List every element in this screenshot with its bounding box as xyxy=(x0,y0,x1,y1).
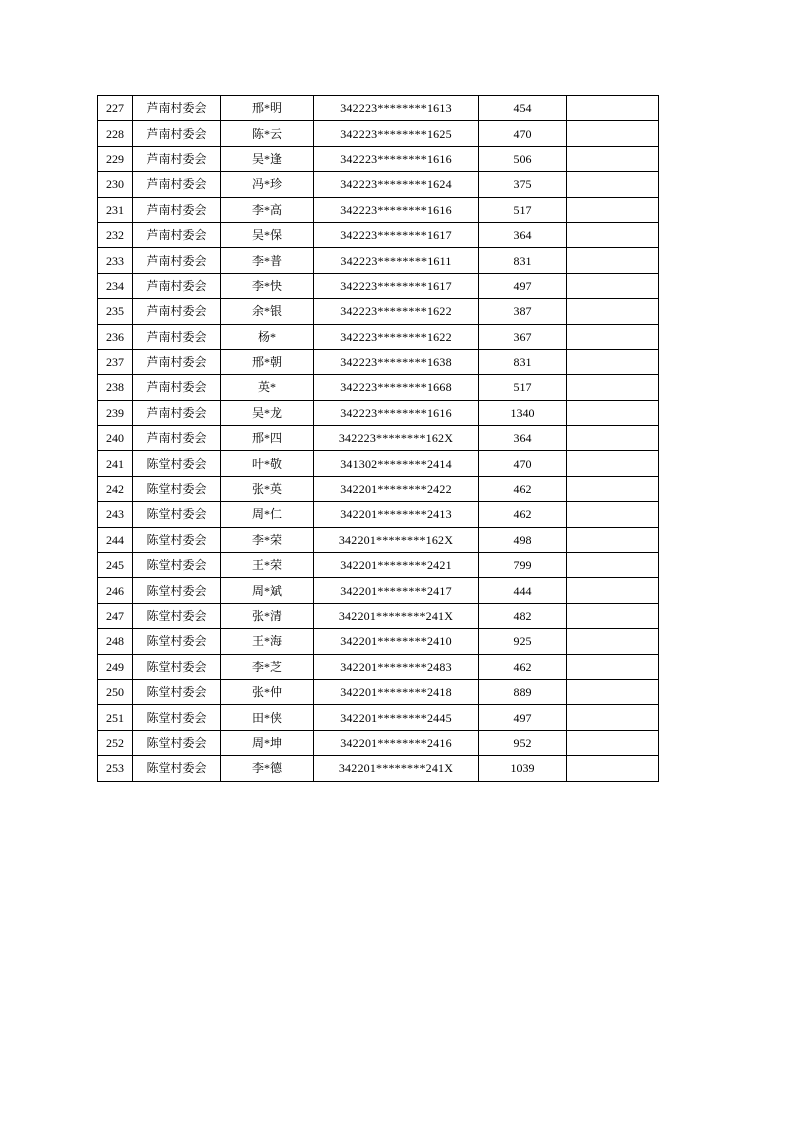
note-cell xyxy=(567,679,659,704)
table-row xyxy=(98,400,659,425)
amount-cell: 925 xyxy=(479,629,567,654)
amount-cell: 462 xyxy=(479,654,567,679)
row-number-cell: 234 xyxy=(98,273,133,298)
id-number-cell: 342223********1638 xyxy=(314,349,479,374)
name-cell: 邢*朝 xyxy=(221,349,314,374)
row-number-cell: 233 xyxy=(98,248,133,273)
amount-cell: 831 xyxy=(479,349,567,374)
id-number-cell: 342201********2422 xyxy=(314,476,479,501)
row-number-cell: 227 xyxy=(98,96,133,121)
table-row xyxy=(98,349,659,374)
table-row xyxy=(98,578,659,603)
note-cell xyxy=(567,578,659,603)
note-cell xyxy=(567,527,659,552)
id-number-cell: 342223********1617 xyxy=(314,222,479,247)
table-row xyxy=(98,426,659,451)
village-cell: 芦南村委会 xyxy=(133,273,221,298)
name-cell: 吴*保 xyxy=(221,222,314,247)
table-row xyxy=(98,629,659,654)
note-cell xyxy=(567,756,659,781)
village-cell: 陈堂村委会 xyxy=(133,578,221,603)
amount-cell: 375 xyxy=(479,172,567,197)
amount-cell: 454 xyxy=(479,96,567,121)
name-cell: 张*仲 xyxy=(221,679,314,704)
id-number-cell: 342223********1616 xyxy=(314,146,479,171)
table-row xyxy=(98,527,659,552)
id-number-cell: 342223********1625 xyxy=(314,121,479,146)
row-number-cell: 251 xyxy=(98,705,133,730)
amount-cell: 470 xyxy=(479,451,567,476)
table-row xyxy=(98,299,659,324)
table-row xyxy=(98,679,659,704)
village-cell: 陈堂村委会 xyxy=(133,679,221,704)
row-number-cell: 245 xyxy=(98,553,133,578)
village-cell: 芦南村委会 xyxy=(133,197,221,222)
village-cell: 芦南村委会 xyxy=(133,172,221,197)
note-cell xyxy=(567,476,659,501)
row-number-cell: 249 xyxy=(98,654,133,679)
row-number-cell: 228 xyxy=(98,121,133,146)
note-cell xyxy=(567,502,659,527)
note-cell xyxy=(567,654,659,679)
table-row xyxy=(98,654,659,679)
amount-cell: 364 xyxy=(479,222,567,247)
name-cell: 吴*龙 xyxy=(221,400,314,425)
table-row xyxy=(98,502,659,527)
amount-cell: 497 xyxy=(479,705,567,730)
note-cell xyxy=(567,121,659,146)
id-number-cell: 342223********1668 xyxy=(314,375,479,400)
village-cell: 陈堂村委会 xyxy=(133,502,221,527)
amount-cell: 470 xyxy=(479,121,567,146)
amount-cell: 799 xyxy=(479,553,567,578)
note-cell xyxy=(567,299,659,324)
table-row xyxy=(98,705,659,730)
amount-cell: 498 xyxy=(479,527,567,552)
row-number-cell: 238 xyxy=(98,375,133,400)
row-number-cell: 239 xyxy=(98,400,133,425)
amount-cell: 387 xyxy=(479,299,567,324)
name-cell: 英* xyxy=(221,375,314,400)
name-cell: 张*清 xyxy=(221,603,314,628)
id-number-cell: 342223********1616 xyxy=(314,197,479,222)
name-cell: 李*荣 xyxy=(221,527,314,552)
village-cell: 陈堂村委会 xyxy=(133,476,221,501)
amount-cell: 517 xyxy=(479,375,567,400)
id-number-cell: 342201********2421 xyxy=(314,553,479,578)
amount-cell: 444 xyxy=(479,578,567,603)
row-number-cell: 230 xyxy=(98,172,133,197)
id-number-cell: 342201********2416 xyxy=(314,730,479,755)
roster-table-container xyxy=(97,95,659,782)
name-cell: 邢*明 xyxy=(221,96,314,121)
note-cell xyxy=(567,705,659,730)
table-row xyxy=(98,197,659,222)
village-cell: 芦南村委会 xyxy=(133,96,221,121)
village-cell: 陈堂村委会 xyxy=(133,603,221,628)
note-cell xyxy=(567,273,659,298)
amount-cell: 506 xyxy=(479,146,567,171)
name-cell: 杨* xyxy=(221,324,314,349)
note-cell xyxy=(567,222,659,247)
note-cell xyxy=(567,400,659,425)
amount-cell: 462 xyxy=(479,502,567,527)
name-cell: 邢*四 xyxy=(221,426,314,451)
name-cell: 李*快 xyxy=(221,273,314,298)
row-number-cell: 241 xyxy=(98,451,133,476)
payment-roster-table xyxy=(97,95,659,782)
name-cell: 张*英 xyxy=(221,476,314,501)
id-number-cell: 342201********2417 xyxy=(314,578,479,603)
name-cell: 余*银 xyxy=(221,299,314,324)
note-cell xyxy=(567,96,659,121)
note-cell xyxy=(567,451,659,476)
amount-cell: 831 xyxy=(479,248,567,273)
village-cell: 芦南村委会 xyxy=(133,400,221,425)
note-cell xyxy=(567,730,659,755)
note-cell xyxy=(567,248,659,273)
name-cell: 田*侠 xyxy=(221,705,314,730)
id-number-cell: 342223********1611 xyxy=(314,248,479,273)
row-number-cell: 240 xyxy=(98,426,133,451)
row-number-cell: 248 xyxy=(98,629,133,654)
note-cell xyxy=(567,197,659,222)
id-number-cell: 342223********1624 xyxy=(314,172,479,197)
village-cell: 芦南村委会 xyxy=(133,248,221,273)
village-cell: 陈堂村委会 xyxy=(133,756,221,781)
name-cell: 吴*逢 xyxy=(221,146,314,171)
row-number-cell: 231 xyxy=(98,197,133,222)
table-row xyxy=(98,324,659,349)
note-cell xyxy=(567,553,659,578)
table-row xyxy=(98,451,659,476)
note-cell xyxy=(567,146,659,171)
table-row xyxy=(98,273,659,298)
id-number-cell: 342201********241X xyxy=(314,756,479,781)
table-row xyxy=(98,172,659,197)
name-cell: 陈*云 xyxy=(221,121,314,146)
row-number-cell: 235 xyxy=(98,299,133,324)
table-row xyxy=(98,121,659,146)
village-cell: 陈堂村委会 xyxy=(133,629,221,654)
amount-cell: 517 xyxy=(479,197,567,222)
row-number-cell: 242 xyxy=(98,476,133,501)
village-cell: 陈堂村委会 xyxy=(133,730,221,755)
table-row xyxy=(98,730,659,755)
village-cell: 芦南村委会 xyxy=(133,146,221,171)
id-number-cell: 342223********1616 xyxy=(314,400,479,425)
note-cell xyxy=(567,375,659,400)
id-number-cell: 342201********2410 xyxy=(314,629,479,654)
row-number-cell: 243 xyxy=(98,502,133,527)
table-row xyxy=(98,146,659,171)
amount-cell: 1039 xyxy=(479,756,567,781)
note-cell xyxy=(567,603,659,628)
name-cell: 李*高 xyxy=(221,197,314,222)
village-cell: 陈堂村委会 xyxy=(133,553,221,578)
name-cell: 李*普 xyxy=(221,248,314,273)
table-row xyxy=(98,96,659,121)
table-row xyxy=(98,603,659,628)
note-cell xyxy=(567,349,659,374)
id-number-cell: 342201********2413 xyxy=(314,502,479,527)
village-cell: 陈堂村委会 xyxy=(133,705,221,730)
amount-cell: 462 xyxy=(479,476,567,501)
id-number-cell: 342223********1622 xyxy=(314,324,479,349)
row-number-cell: 236 xyxy=(98,324,133,349)
name-cell: 周*坤 xyxy=(221,730,314,755)
name-cell: 冯*珍 xyxy=(221,172,314,197)
name-cell: 叶*敬 xyxy=(221,451,314,476)
id-number-cell: 341302********2414 xyxy=(314,451,479,476)
note-cell xyxy=(567,629,659,654)
row-number-cell: 250 xyxy=(98,679,133,704)
table-row xyxy=(98,756,659,781)
row-number-cell: 244 xyxy=(98,527,133,552)
amount-cell: 1340 xyxy=(479,400,567,425)
table-body xyxy=(98,96,659,782)
name-cell: 王*荣 xyxy=(221,553,314,578)
village-cell: 陈堂村委会 xyxy=(133,451,221,476)
id-number-cell: 342201********241X xyxy=(314,603,479,628)
amount-cell: 497 xyxy=(479,273,567,298)
amount-cell: 482 xyxy=(479,603,567,628)
row-number-cell: 246 xyxy=(98,578,133,603)
amount-cell: 367 xyxy=(479,324,567,349)
id-number-cell: 342201********2483 xyxy=(314,654,479,679)
amount-cell: 889 xyxy=(479,679,567,704)
amount-cell: 364 xyxy=(479,426,567,451)
village-cell: 芦南村委会 xyxy=(133,299,221,324)
table-row xyxy=(98,476,659,501)
row-number-cell: 237 xyxy=(98,349,133,374)
table-row xyxy=(98,375,659,400)
id-number-cell: 342223********162X xyxy=(314,426,479,451)
amount-cell: 952 xyxy=(479,730,567,755)
id-number-cell: 342201********2445 xyxy=(314,705,479,730)
id-number-cell: 342201********162X xyxy=(314,527,479,552)
name-cell: 李*德 xyxy=(221,756,314,781)
id-number-cell: 342201********2418 xyxy=(314,679,479,704)
village-cell: 芦南村委会 xyxy=(133,375,221,400)
village-cell: 陈堂村委会 xyxy=(133,527,221,552)
village-cell: 陈堂村委会 xyxy=(133,654,221,679)
name-cell: 王*海 xyxy=(221,629,314,654)
id-number-cell: 342223********1613 xyxy=(314,96,479,121)
row-number-cell: 229 xyxy=(98,146,133,171)
note-cell xyxy=(567,172,659,197)
row-number-cell: 252 xyxy=(98,730,133,755)
village-cell: 芦南村委会 xyxy=(133,222,221,247)
name-cell: 周*仁 xyxy=(221,502,314,527)
table-row xyxy=(98,248,659,273)
table-row xyxy=(98,553,659,578)
name-cell: 李*芝 xyxy=(221,654,314,679)
village-cell: 芦南村委会 xyxy=(133,349,221,374)
row-number-cell: 232 xyxy=(98,222,133,247)
village-cell: 芦南村委会 xyxy=(133,121,221,146)
row-number-cell: 247 xyxy=(98,603,133,628)
id-number-cell: 342223********1622 xyxy=(314,299,479,324)
note-cell xyxy=(567,426,659,451)
village-cell: 芦南村委会 xyxy=(133,324,221,349)
table-row xyxy=(98,222,659,247)
id-number-cell: 342223********1617 xyxy=(314,273,479,298)
row-number-cell: 253 xyxy=(98,756,133,781)
village-cell: 芦南村委会 xyxy=(133,426,221,451)
name-cell: 周*斌 xyxy=(221,578,314,603)
note-cell xyxy=(567,324,659,349)
